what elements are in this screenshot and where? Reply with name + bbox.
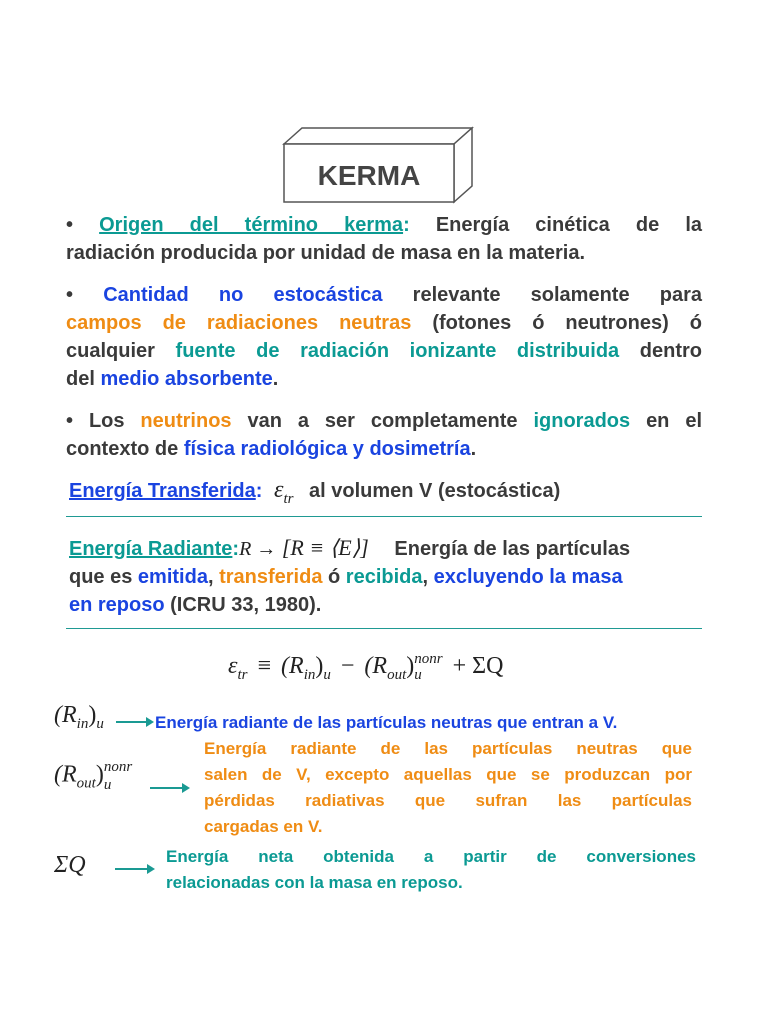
arrow-icon (116, 716, 156, 728)
def-rin-text: Energía radiante de las partículas neutras que entran a V. (155, 713, 618, 732)
divider-1 (66, 516, 702, 517)
arrow-icon (115, 863, 157, 875)
term-origen: Origen del término kerma (99, 214, 404, 236)
kerma-equation: $\varepsilon_{tr} \equiv (R_{in})_u - (R_{out})$ nonr u + ΣQ (228, 651, 504, 684)
energia-radiante: Energía Radiante:R → [R ≡ ⟨E⟩] Energía de las partículas que es emitida, transferida ó recibida, excluyendo la masa en reposo (ICRU 33, 1980). (69, 535, 631, 616)
def-rout-text: Energía radiante de las partículas neutras que salen de V, excepto aquellas que se produzcan por pérdidas radiativas que sufran las partículas cargadas en V. (204, 739, 692, 836)
bullet-origen: • Origen del término kerma: Energía cinética de la radiación producida por unidad de masa en la materia. (66, 214, 703, 264)
def-q-text: Energía neta obtenida a partir de conversiones relacionadas con la masa en reposo. (166, 847, 696, 892)
def-rin-symbol: $(R_{in})_u$ (54, 702, 104, 732)
def-rout-symbol: $(R_{out})$ nonr u (54, 759, 133, 793)
bullet-cantidad: • Cantidad no estocástica relevante solamente para campos de radiaciones neutras (fotones ó neutrones) ó cualquier fuente de radiación ionizante distribuida dentro del medio absorbente. (66, 284, 702, 390)
arrow-icon (150, 782, 192, 794)
energia-transferida: Energía Transferida: $\varepsilon_{tr}$ al volumen V (estocástica) (69, 477, 561, 507)
divider-2 (66, 628, 702, 629)
bullet-neutrinos: • Los neutrinos van a ser completamente ignorados en el contexto de física radiológica y dosimetría. (66, 410, 702, 460)
page-title: KERMA (317, 160, 421, 191)
def-q-symbol: ΣQ (54, 852, 86, 878)
